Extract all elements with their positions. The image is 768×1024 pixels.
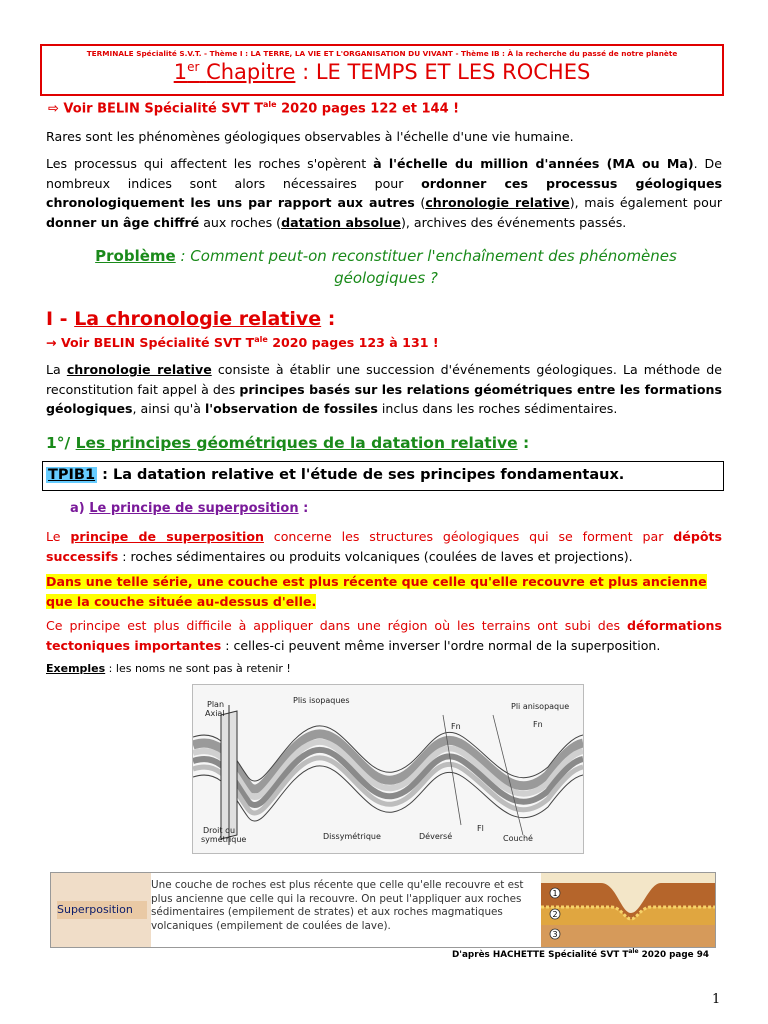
section1-reference: → Voir BELIN Spécialité SVT $T^{ale}$ 2020 pages 123 à 131 ! bbox=[46, 335, 439, 351]
superposition-label: Superposition bbox=[57, 901, 147, 919]
superposition-definition: Une couche de roches est plus récente que celle qu'elle recouvre et est plus ancienne que celle qui la recouvre. On peut l'appliquer aux roches sédimentaires (empilement de strates) et aux roches magmatiques volcaniques (empilement de coulées de lave). bbox=[151, 879, 524, 932]
superposition-rule: Dans une telle série, une couche est plus récente que celle qu'elle recouvre et plus ancienne que la couche située au-dessus d'elle. bbox=[46, 574, 707, 609]
stratum-1-number: 1 bbox=[552, 889, 558, 898]
arrow-icon: ⇨ bbox=[48, 101, 59, 117]
theme-line: TERMINALE Spécialité S.V.T. - Thème I : LA TERRE, LA VIE ET L'ORGANISATION DU VIVANT - Thème IB : À la recherche du passé de notre planète bbox=[86, 49, 678, 58]
label-couche: Couché bbox=[503, 834, 533, 843]
superposition-paragraph-3: Ce principe est plus difficile à appliquer dans une région où les terrains ont subi des déformations tectoniques importantes : celles-ci peuvent même inverser l'ordre normal de la superposition. bbox=[46, 618, 722, 653]
strata-illustration bbox=[541, 873, 715, 947]
page-number: 1 bbox=[712, 992, 721, 1007]
tpib1-title: TPIB1 : La datation relative et l'étude de ses principes fondamentaux. bbox=[48, 467, 625, 483]
chapter-number: 1 bbox=[173, 60, 188, 84]
section-title-chronologie-relative: I - La chronologie relative : bbox=[46, 308, 336, 330]
exemples-line: Exemples : les noms ne sont pas à retenir ! bbox=[46, 662, 291, 675]
label-symetrique: symétrique bbox=[201, 835, 247, 844]
label-plan: Plan bbox=[207, 700, 225, 709]
intro-paragraph-2: Les processus qui affectent les roches s'opèrent à l'échelle du million d'années (MA ou Ma). De nombreux indices sont alors nécessaires pour ordonner ces processus géologiques chronologiquement les uns par rapport aux autres (chronologie relative), mais également pour donner un âge chiffré aux roches (datation absolue), archives des événements passés. bbox=[46, 156, 723, 230]
chapter-title bbox=[42, 60, 722, 84]
stratum-3-number: 3 bbox=[552, 930, 558, 939]
label-plis-isopaques: Plis isopaques bbox=[293, 696, 350, 705]
source-credit: D'après HACHETTE Spécialité SVT $T^{ale}$ 2020 page 94 bbox=[452, 948, 709, 960]
subsection-title-principes: 1°/ Les principes géométriques de la datation relative : bbox=[46, 434, 530, 452]
subsection-a-title: a) Le principe de superposition : bbox=[70, 501, 309, 516]
label-dissymetrique: Dissymétrique bbox=[323, 832, 381, 841]
superposition-label-cell bbox=[51, 873, 151, 947]
chapter-name: : LE TEMPS ET LES ROCHES bbox=[295, 60, 591, 84]
label-axial: Axial bbox=[205, 709, 225, 718]
label-droit-ou: Droit ou bbox=[203, 826, 236, 835]
arrow-icon: → bbox=[46, 335, 57, 351]
chapter-header-box bbox=[40, 44, 724, 96]
superposition-summary-table bbox=[50, 872, 716, 948]
label-deverse: Déversé bbox=[419, 832, 453, 841]
intro-paragraph-1: Rares sont les phénomènes géologiques observables à l'échelle d'une vie humaine. bbox=[46, 129, 574, 144]
chapter-word: Chapitre bbox=[206, 60, 296, 84]
label-pli-anisopaque: Pli anisopaque bbox=[511, 702, 570, 711]
label-fn-2: Fn bbox=[533, 720, 543, 729]
superposition-paragraph-1: Le principe de superposition concerne les structures géologiques qui se forment par dépôts successifs : roches sédimentaires ou produits volcaniques (coulées de laves et projections). bbox=[46, 529, 723, 564]
tpib1-tag: TPIB1 bbox=[48, 467, 96, 483]
folds-illustration bbox=[193, 685, 583, 853]
stratum-2-number: 2 bbox=[552, 910, 558, 919]
belin-reference: ⇨ Voir BELIN Spécialité SVT $T^{ale}$ 2020 pages 122 et 144 ! bbox=[48, 100, 460, 117]
probleme-statement: Problème : Comment peut-on reconstituer l'enchaînement des phénomènes géologiques ? bbox=[95, 247, 677, 287]
chapter-sup: er bbox=[187, 60, 200, 74]
section1-paragraph: La chronologie relative consiste à établir une succession d'événements géologiques. La méthode de reconstitution fait appel à des principes basés sur les relations géométriques entre les formations géologiques, ainsi qu'à l'observation de fossiles inclus dans les roches sédimentaires. bbox=[46, 362, 722, 416]
label-fn-1: Fn bbox=[451, 722, 461, 731]
label-fl: Fl bbox=[477, 824, 484, 833]
tpib1-box bbox=[42, 461, 724, 491]
fold-types-figure bbox=[192, 684, 584, 854]
